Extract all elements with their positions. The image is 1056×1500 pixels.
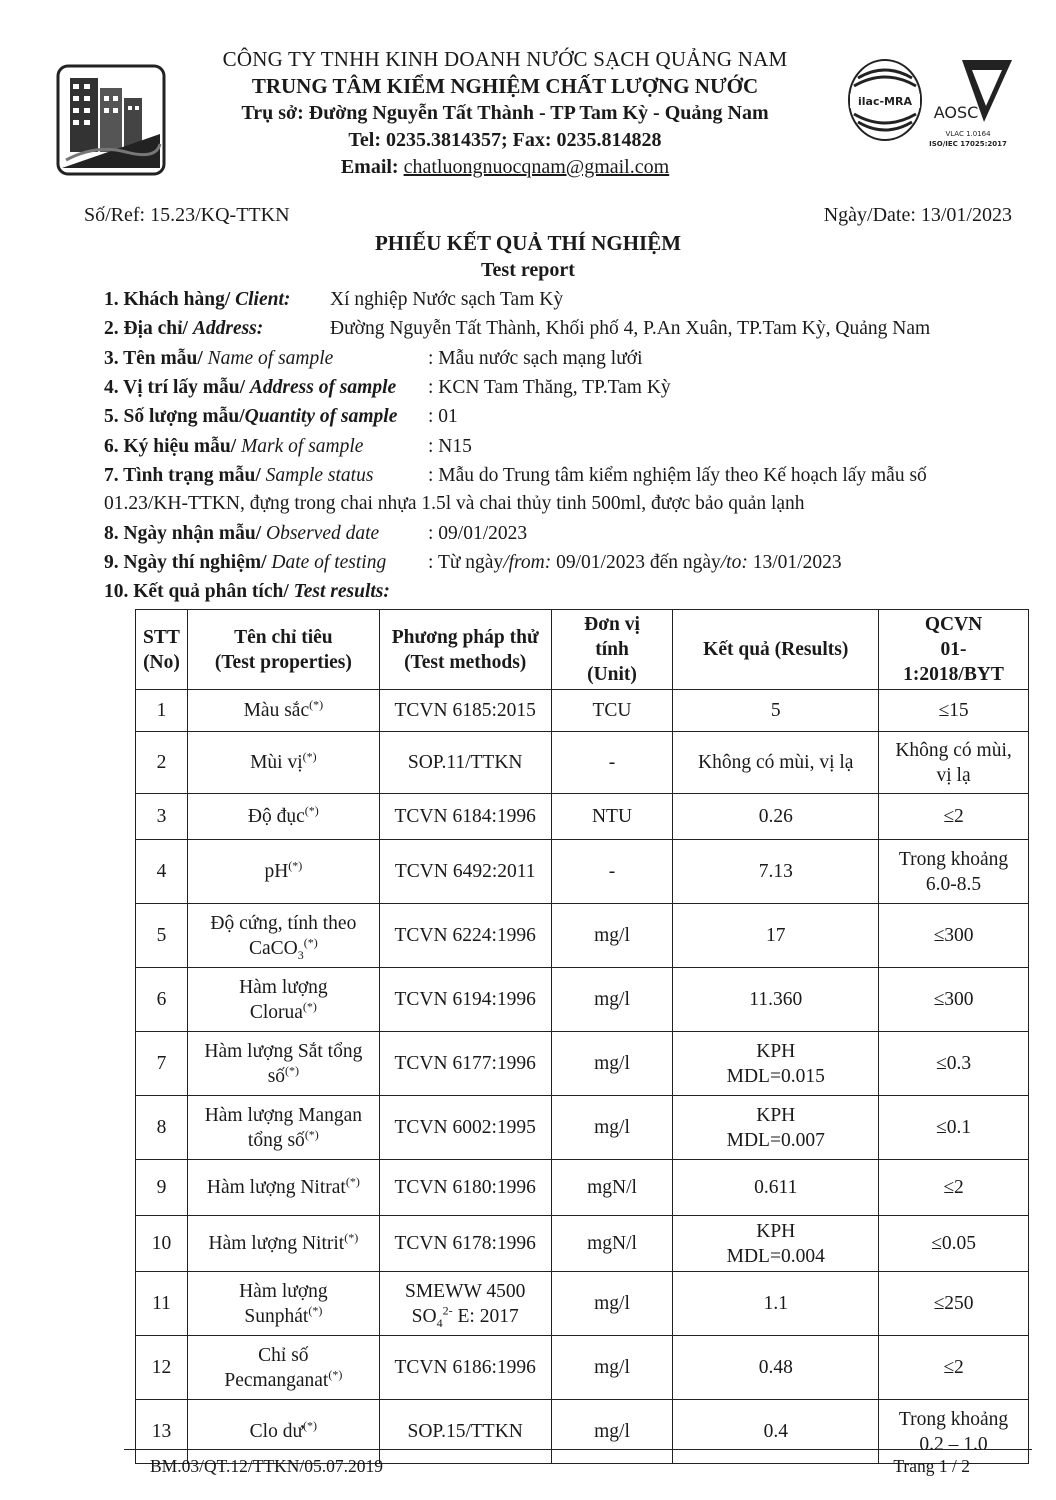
info-testing-date: 9. Ngày thí nghiệm/ Date of testing : Từ ngày/from: 09/01/2023 đến ngày/to: 13/01/2023 — [104, 550, 386, 576]
header-qcvn: QCVN 01- 1:2018/BYT — [879, 610, 1029, 690]
cell-unit: mg/l — [551, 1096, 673, 1160]
cell-test-property: Chỉ số Pecmanganat(*) — [187, 1336, 379, 1400]
results-table — [135, 609, 1029, 1464]
header-results: Kết quả (Results) — [673, 610, 879, 690]
info-status: 7. Tình trạng mẫu/ Sample status : Mẫu do Trung tâm kiểm nghiệm lấy theo Kế hoạch lấy mẫu số — [104, 463, 373, 489]
sample-address-value: : KCN Tam Thăng, TP.Tam Kỳ — [428, 377, 671, 398]
cell-unit: NTU — [551, 794, 673, 840]
report-title: PHIẾU KẾT QUẢ THÍ NGHIỆM — [374, 231, 682, 255]
cell-qcvn-limit: ≤250 — [879, 1272, 1029, 1336]
cell-no: 6 — [136, 968, 188, 1032]
cell-test-property: Hàm lượng Sunphát(*) — [187, 1272, 379, 1336]
table-row — [136, 1336, 1029, 1400]
page-number: Trang 1 / 2 — [893, 1456, 970, 1476]
aosc-logo — [926, 56, 1016, 152]
sulfate-method-code: $SO_4^{2-}$ E: 2017 — [411, 1303, 519, 1330]
cell-qcvn-limit: ≤0.1 — [879, 1096, 1029, 1160]
cell-test-property: Hàm lượng Nitrit(*) — [187, 1216, 379, 1272]
mark-value: : N15 — [428, 436, 472, 457]
info-client: 1. Khách hàng/ Client: Xí nghiệp Nước sạch Tam Kỳ — [104, 287, 290, 313]
cell-test-method: SOP.15/TTKN — [379, 1400, 551, 1464]
table-row — [136, 794, 1029, 840]
cell-unit: mgN/l — [551, 1160, 673, 1216]
header-test-properties: Tên chỉ tiêu (Test properties) — [187, 610, 379, 690]
table-row — [136, 1272, 1029, 1336]
table-row — [136, 1096, 1029, 1160]
cell-result: Không có mùi, vị lạ — [673, 732, 879, 794]
table-row — [136, 968, 1029, 1032]
cell-test-property: Hàm lượng Mangan tổng số(*) — [187, 1096, 379, 1160]
cell-unit: mgN/l — [551, 1216, 673, 1272]
cell-result: 5 — [673, 690, 879, 732]
company-logo — [56, 64, 166, 176]
cell-test-method: TCVN 6185:2015 — [379, 690, 551, 732]
cell-qcvn-limit: ≤300 — [879, 904, 1029, 968]
cell-qcvn-limit: ≤0.05 — [879, 1216, 1029, 1272]
letterhead — [175, 46, 835, 181]
cell-result: 1.1 — [673, 1272, 879, 1336]
cell-result: KPH MDL=0.007 — [673, 1096, 879, 1160]
cell-test-method: TCVN 6002:1995 — [379, 1096, 551, 1160]
cell-test-property: Hàm lượng Sắt tổng số(*) — [187, 1032, 379, 1096]
cell-qcvn-limit: ≤2 — [879, 1160, 1029, 1216]
table-row — [136, 1160, 1029, 1216]
cell-test-method: TCVN 6180:1996 — [379, 1160, 551, 1216]
ilac-text: ilac-MRA — [858, 95, 912, 108]
cell-test-method: TCVN 6194:1996 — [379, 968, 551, 1032]
cell-unit: - — [551, 840, 673, 904]
cell-test-property: Độ đục(*) — [187, 794, 379, 840]
cell-result: 0.4 — [673, 1400, 879, 1464]
vlac-text: VLAC 1.0164 — [945, 130, 991, 138]
cell-unit: TCU — [551, 690, 673, 732]
info-sample-address: 4. Vị trí lấy mẫu/ Address of sample : KCN Tam Thăng, TP.Tam Kỳ — [104, 375, 396, 401]
table-row — [136, 1400, 1029, 1464]
table-row — [136, 1216, 1029, 1272]
cell-test-property: pH(*) — [187, 840, 379, 904]
cell-qcvn-limit: ≤2 — [879, 794, 1029, 840]
cell-result: 7.13 — [673, 840, 879, 904]
head-office-address: Trụ sở: Đường Nguyễn Tất Thành - TP Tam Kỳ - Quảng Nam — [241, 102, 769, 124]
cell-test-method: TCVN 6492:2011 — [379, 840, 551, 904]
cell-unit: mg/l — [551, 1272, 673, 1336]
header-test-methods: Phương pháp thử (Test methods) — [379, 610, 551, 690]
info-quantity: 5. Số lượng mẫu/Quantity of sample : 01 — [104, 404, 397, 430]
cell-no: 4 — [136, 840, 188, 904]
email-line — [175, 154, 835, 181]
quantity-value: : 01 — [428, 406, 458, 427]
cell-test-property: Màu sắc(*) — [187, 690, 379, 732]
cell-test-property: Hàm lượng Nitrat(*) — [187, 1160, 379, 1216]
cell-test-method: TCVN 6186:1996 — [379, 1336, 551, 1400]
info-observed-date: 8. Ngày nhận mẫu/ Observed date : 09/01/2023 — [104, 521, 379, 547]
cell-result: 11.360 — [673, 968, 879, 1032]
cell-unit: mg/l — [551, 904, 673, 968]
cell-test-method: SOP.11/TTKN — [379, 732, 551, 794]
cell-qcvn-limit: Trong khoảng 6.0-8.5 — [879, 840, 1029, 904]
cell-no: 2 — [136, 732, 188, 794]
cell-qcvn-limit: ≤15 — [879, 690, 1029, 732]
cell-result: 0.48 — [673, 1336, 879, 1400]
status-value-line2: 01.23/KH-TTKN, đựng trong chai nhựa 1.5l và chai thủy tinh 500ml, được bảo quản lạnh — [104, 493, 805, 514]
phone-fax: Tel: 0235.3814357; Fax: 0235.814828 — [348, 129, 662, 151]
aosc-text: AOSC — [933, 103, 979, 122]
cell-no: 13 — [136, 1400, 188, 1464]
reference-number: Số/Ref: 15.23/KQ-TTKN — [84, 204, 290, 226]
table-row — [136, 904, 1029, 968]
cell-qcvn-limit: ≤2 — [879, 1336, 1029, 1400]
cell-no: 8 — [136, 1096, 188, 1160]
header-unit: Đơn vị tính (Unit) — [551, 610, 673, 690]
cell-no: 10 — [136, 1216, 188, 1272]
cell-unit: mg/l — [551, 968, 673, 1032]
company-name: CÔNG TY TNHH KINH DOANH NƯỚC SẠCH QUẢNG NAM — [222, 47, 788, 71]
table-row — [136, 732, 1029, 794]
cell-result: 17 — [673, 904, 879, 968]
cell-qcvn-limit: Không có mùi, vị lạ — [879, 732, 1029, 794]
cell-no: 3 — [136, 794, 188, 840]
iso-text: ISO/IEC 17025:2017 — [929, 140, 1007, 148]
cell-unit: mg/l — [551, 1400, 673, 1464]
cell-unit: mg/l — [551, 1032, 673, 1096]
cell-qcvn-limit: Trong khoảng 0.2 – 1.0 — [879, 1400, 1029, 1464]
center-name: TRUNG TÂM KIỂM NGHIỆM CHẤT LƯỢNG NƯỚC — [251, 74, 759, 98]
observed-date-value: : 09/01/2023 — [428, 523, 528, 544]
cell-test-property: Mùi vị(*) — [187, 732, 379, 794]
form-code: BM.03/QT.12/TTKN/05.07.2019 — [150, 1456, 384, 1476]
email-label: Email: — [340, 156, 404, 178]
cell-test-method: TCVN 6178:1996 — [379, 1216, 551, 1272]
testing-date-value: : Từ ngày/from: 09/01/2023 đến ngày/to: 13/01/2023 — [428, 552, 842, 573]
cell-test-property: Độ cứng, tính theo CaCO$_3$(*) — [187, 904, 379, 968]
cell-no: 11 — [136, 1272, 188, 1336]
cell-no: 1 — [136, 690, 188, 732]
client-value: Xí nghiệp Nước sạch Tam Kỳ — [330, 289, 564, 310]
cell-result: KPH MDL=0.015 — [673, 1032, 879, 1096]
header-stt: STT (No) — [136, 610, 188, 690]
status-value-line1: : Mẫu do Trung tâm kiểm nghiệm lấy theo Kế hoạch lấy mẫu số — [428, 465, 927, 486]
ilac-mra-logo — [846, 56, 924, 146]
cell-result: KPH MDL=0.004 — [673, 1216, 879, 1272]
cell-unit: mg/l — [551, 1336, 673, 1400]
table-header-row — [136, 610, 1029, 690]
cell-test-method: TCVN 6224:1996 — [379, 904, 551, 968]
table-row — [136, 840, 1029, 904]
cell-no: 12 — [136, 1336, 188, 1400]
info-sample-name: 3. Tên mẫu/ Name of sample : Mẫu nước sạch mạng lưới — [104, 346, 333, 372]
sample-name-value: : Mẫu nước sạch mạng lưới — [428, 348, 643, 369]
cell-unit: - — [551, 732, 673, 794]
cell-test-property: Clo dư(*) — [187, 1400, 379, 1464]
cell-no: 9 — [136, 1160, 188, 1216]
info-test-results-label: 10. Kết quả phân tích/ Test results: — [104, 581, 390, 602]
cell-result: 0.26 — [673, 794, 879, 840]
cell-test-property: Hàm lượng Clorua(*) — [187, 968, 379, 1032]
address-value: Đường Nguyễn Tất Thành, Khối phố 4, P.An Xuân, TP.Tam Kỳ, Quảng Nam — [330, 318, 931, 339]
report-subtitle: Test report — [481, 259, 575, 281]
info-mark: 6. Ký hiệu mẫu/ Mark of sample : N15 — [104, 434, 363, 460]
cell-test-method: TCVN 6177:1996 — [379, 1032, 551, 1096]
cell-result: 0.611 — [673, 1160, 879, 1216]
cell-no: 7 — [136, 1032, 188, 1096]
cell-no: 5 — [136, 904, 188, 968]
cell-qcvn-limit: ≤300 — [879, 968, 1029, 1032]
info-address: 2. Địa chỉ/ Address: Đường Nguyễn Tất Thành, Khối phố 4, P.An Xuân, TP.Tam Kỳ, Quảng Nam — [104, 316, 263, 342]
report-date: Ngày/Date: 13/01/2023 — [823, 204, 1012, 226]
cell-test-method: TCVN 6184:1996 — [379, 794, 551, 840]
table-row — [136, 1032, 1029, 1096]
cell-qcvn-limit: ≤0.3 — [879, 1032, 1029, 1096]
footer-divider — [124, 1449, 1032, 1450]
table-row — [136, 690, 1029, 732]
cell-test-method: SMEWW 4500 $SO_4^{2-}$ E: 2017 — [379, 1272, 551, 1336]
email-link[interactable]: chatluongnuocqnam@gmail.com — [403, 156, 670, 178]
